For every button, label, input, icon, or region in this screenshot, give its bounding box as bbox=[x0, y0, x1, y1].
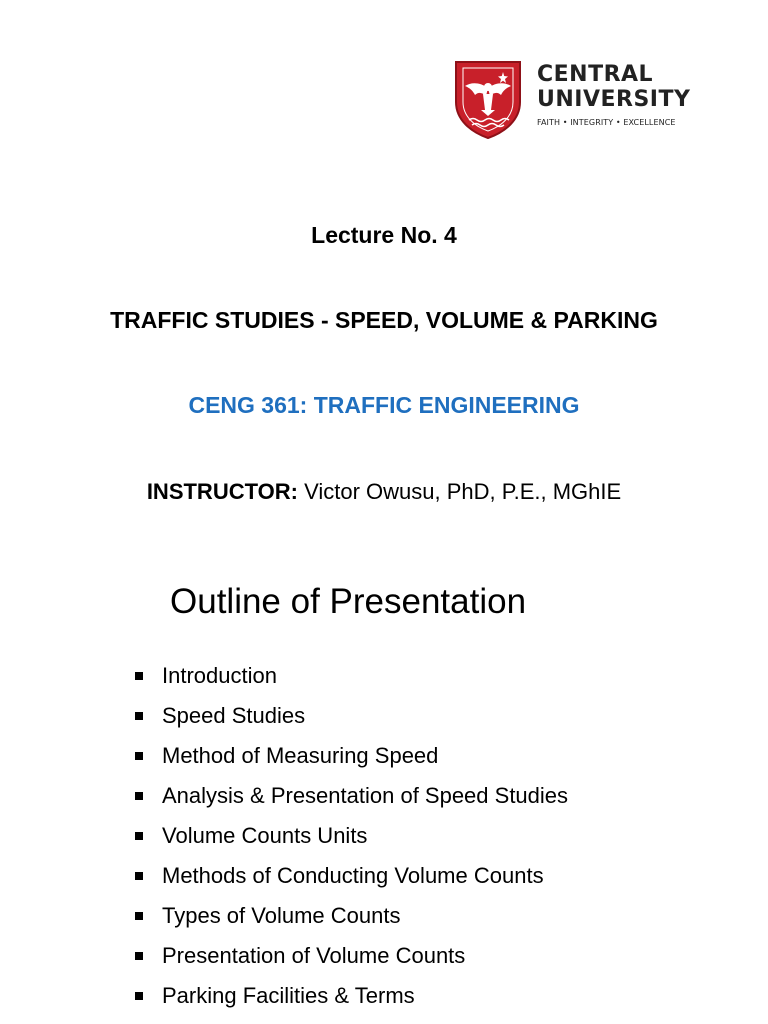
logo-name-line2: UNIVERSITY bbox=[537, 87, 691, 112]
list-item-text: Method of Measuring Speed bbox=[162, 743, 439, 768]
list-item-text: Introduction bbox=[162, 663, 277, 688]
list-item-text: Methods of Conducting Volume Counts bbox=[162, 863, 544, 888]
square-bullet-icon bbox=[135, 712, 143, 720]
instructor-line bbox=[0, 479, 768, 505]
instructor-label: INSTRUCTOR: bbox=[146, 479, 298, 504]
list-item-text: Volume Counts Units bbox=[162, 823, 368, 848]
course-title: CENG 361: TRAFFIC ENGINEERING bbox=[188, 392, 580, 418]
list-item-text: Types of Volume Counts bbox=[162, 903, 401, 928]
logo-wordmark bbox=[537, 62, 690, 127]
list-item-text: Analysis & Presentation of Speed Studies bbox=[162, 783, 569, 808]
eagle-shield-icon bbox=[453, 58, 523, 140]
square-bullet-icon bbox=[135, 872, 143, 880]
list-item-text: Parking Facilities & Terms bbox=[162, 983, 415, 1008]
university-logo bbox=[453, 56, 698, 142]
square-bullet-icon bbox=[135, 832, 143, 840]
outline-heading: Outline of Presentation bbox=[170, 582, 527, 621]
square-bullet-icon bbox=[135, 992, 143, 1000]
lecture-title: TRAFFIC STUDIES - SPEED, VOLUME & PARKING bbox=[110, 307, 658, 333]
square-bullet-icon bbox=[135, 952, 143, 960]
list-item-text: Presentation of Volume Counts bbox=[162, 943, 466, 968]
instructor-name: Victor Owusu, PhD, P.E., MGhIE bbox=[297, 479, 622, 504]
lecture-number: Lecture No. 4 bbox=[311, 222, 457, 248]
square-bullet-icon bbox=[135, 792, 143, 800]
square-bullet-icon bbox=[135, 672, 143, 680]
list-item-text: Speed Studies bbox=[162, 703, 306, 728]
logo-name-line1: CENTRAL bbox=[537, 62, 654, 87]
logo-motto: FAITH • INTEGRITY • EXCELLENCE bbox=[537, 118, 676, 127]
square-bullet-icon bbox=[135, 752, 143, 760]
square-bullet-icon bbox=[135, 912, 143, 920]
